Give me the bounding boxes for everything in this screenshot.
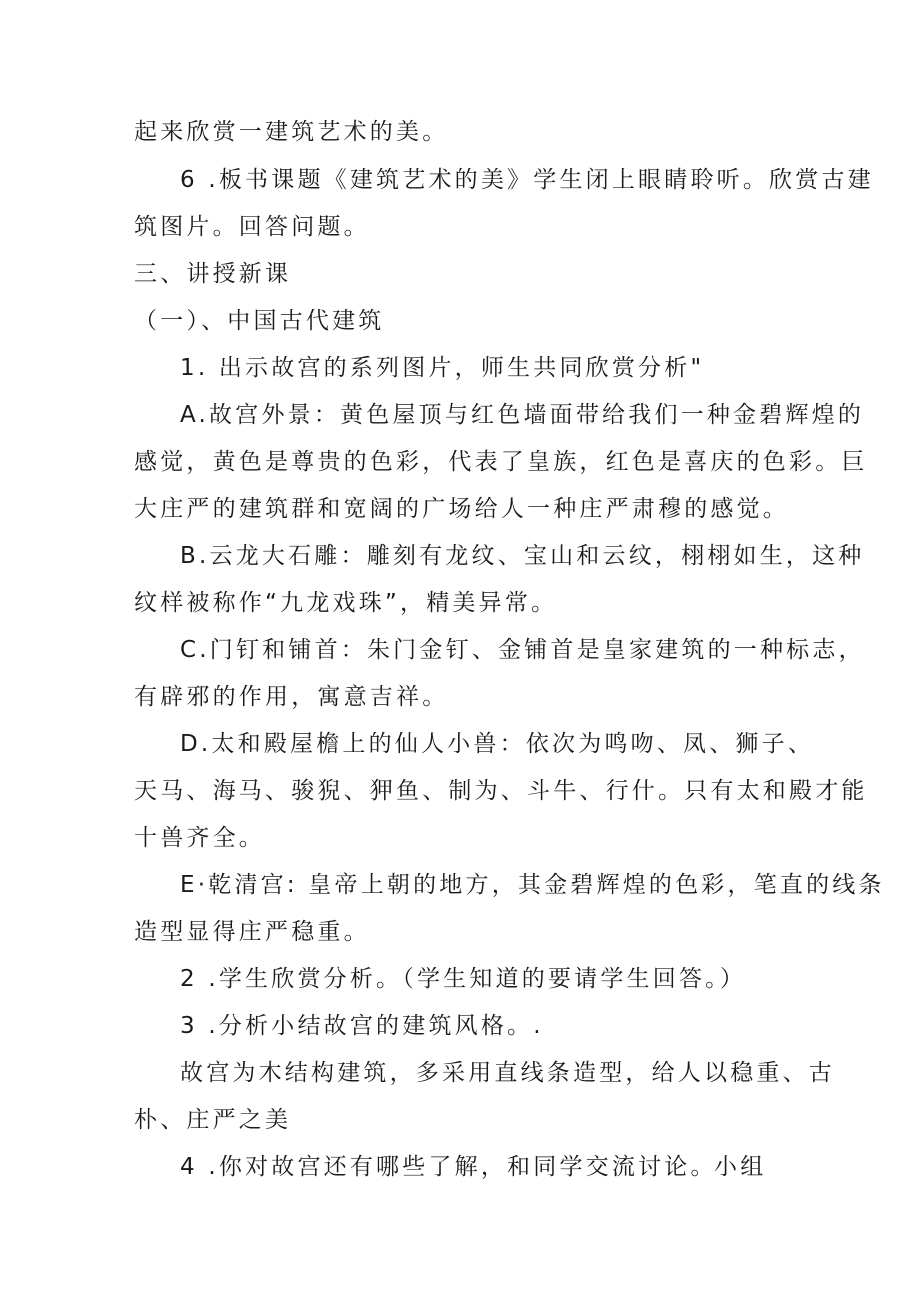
text-line: 1. 出示故宫的系列图片，师生共同欣赏分析": [180, 355, 705, 381]
text-line: 筑图片。回答问题。: [134, 214, 370, 240]
text-line: E·乾清宫: 皇帝上朝的地方，其金碧辉煌的色彩，笔直的线条: [180, 872, 885, 898]
text-line: 造型显得庄严稳重。: [134, 919, 370, 945]
text-line: 大庄严的建筑群和宽阔的广场给人一种庄严肃穆的感觉。: [134, 496, 789, 522]
text-line: 纹样被称作“九龙戏珠”，精美异常。: [134, 590, 558, 616]
text-line: 6 .板书课题《建筑艺术的美》学生闭上眼睛聆听。欣赏古建: [180, 167, 874, 193]
text-line: 故宫为木结构建筑，多采用直线条造型，给人以稳重、古: [180, 1060, 835, 1086]
text-line: D.太和殿屋檐上的仙人小兽：依次为鸣吻、凤、狮子、: [180, 731, 815, 757]
section-heading: 三、讲授新课: [134, 261, 292, 287]
text-line-tail: 小组: [714, 1154, 767, 1180]
subsection-heading: （一）、中国古代建筑: [134, 308, 385, 334]
text-line: 4 .你对故宫还有哪些了解，和同学交流讨论。: [180, 1154, 717, 1180]
text-line: 十兽齐全。: [134, 825, 265, 851]
text-line: 起来欣赏一建筑艺术的美。: [134, 119, 449, 145]
text-line: 感觉，黄色是尊贵的色彩，代表了皇族，红色是喜庆的色彩。巨: [134, 449, 868, 475]
text-line: 天马、海马、骏猊、狎鱼、制为、斗牛、行什。只有太和殿才能: [134, 778, 868, 804]
text-line: B.云龙大石雕：雕刻有龙纹、宝山和云纹，栩栩如生，这种: [180, 543, 865, 569]
text-line: 2 .学生欣赏分析。（学生知道的要请学生回答。）: [180, 966, 747, 992]
text-line: C.门钉和铺首：朱门金钉、金铺首是皇家建筑的一种标志，: [180, 637, 865, 663]
text-line: 有辟邪的作用，寓意吉祥。: [134, 684, 449, 710]
text-line: 朴、庄严之美: [134, 1107, 292, 1133]
text-line: A.故宫外景：黄色屋顶与红色墙面带给我们一种金碧辉煌的: [180, 402, 865, 428]
text-line: 3 .分析小结故宫的建筑风格。.: [180, 1013, 544, 1039]
